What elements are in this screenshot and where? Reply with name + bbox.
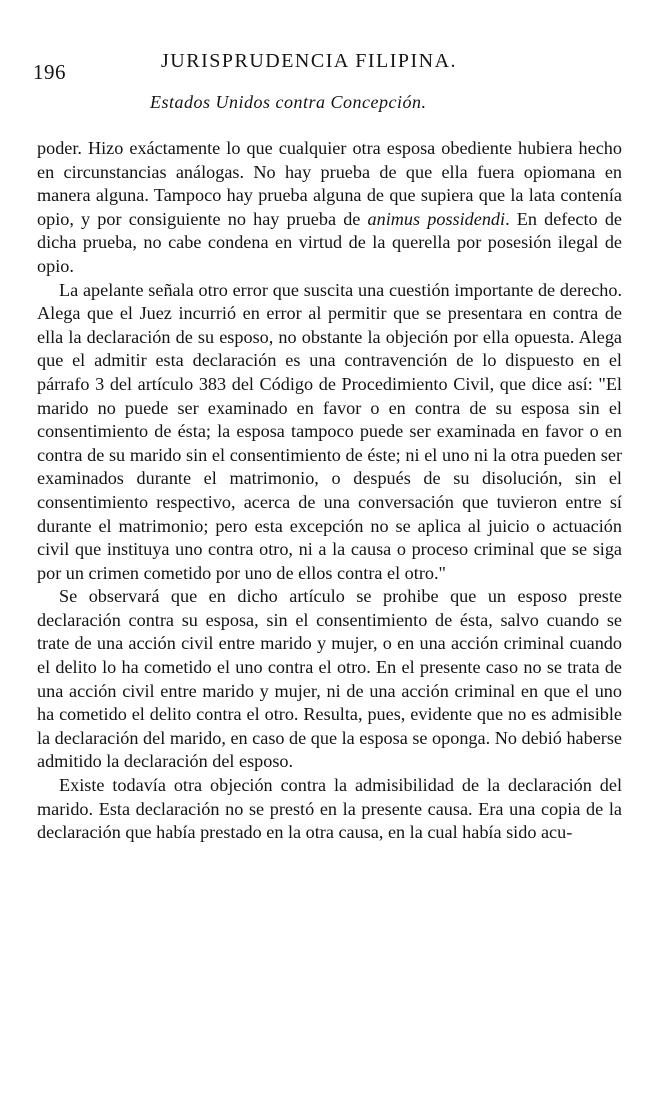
case-title: Estados Unidos contra Concepción. (150, 92, 427, 112)
latin-phrase: animus possidendi (367, 208, 506, 229)
paragraph-article-analysis: Se observará que en dicho artículo se prohibe que un esposo preste declaración contra su esposa, sin el consentimiento de ésta, salvo cuando se trate de una acción civil entre marido y mujer, o en una acción criminal cuando el delito lo ha cometido el uno contra el otro. En el presente caso no se trata de una acción civil entre marido y mujer, ni de una acción criminal en que el uno ha cometido el delito contra el otro. Resulta, pues, evidente que no es admisible la declaración del marido, en caso de que la esposa se oponga. No debió haberse admitido la declaración del esposo. (37, 586, 622, 772)
paragraph-continuation: poder. Hizo exáctamente lo que cualquier otra esposa obediente hubiera hecho en circunstancias análogas. No hay prueba de que ella fuera opiomana en manera alguna. Tampoco hay prueba alguna de que supiera que la lata contenía opio, y por consiguiente no hay prueba de animus possidendi. En defecto de dicha prueba, no cabe condena en virtud de la querella por posesión ilegal de opio. (37, 138, 622, 276)
page-number: 196 (33, 60, 66, 84)
page-header (33, 50, 633, 90)
body-text (37, 137, 622, 845)
paragraph-further-objection: Existe todavía otra objeción contra la admisibilidad de la declaración del marido. Esta declaración no se prestó en la presente causa. Era una copia de la declaración que había prestado en la otra causa, en la cual había sido acu- (37, 775, 622, 843)
paragraph-appellant-error: La apelante señala otro error que suscita una cuestión importante de derecho. Alega que el Juez incurrió en error al permitir que se presentara en contra de ella la declaración de su esposo, no obstante la objeción por ella opuesta. Alega que el admitir esta declaración es una contravención de lo dispuesto en el párrafo 3 del artículo 383 del Código de Procedimiento Civil, que dice así: "El marido no puede ser examinado en favor o en contra de su esposa sin el consentimiento de ésta; la esposa tampoco puede ser examinada en favor o en contra de su marido sin el consentimiento de éste; ni el uno ni la otra pueden ser examinados durante el matrimonio, o después de su disolución, sin el consentimiento respectivo, acerca de una conversación que tuvieron entre sí durante el matrimonio; pero esta excepción no se aplica al juicio o actuación civil que instituya uno contra otro, ni a la causa o proceso criminal que se siga por un crimen cometido por uno de ellos contra el otro." (37, 279, 622, 583)
running-title: JURISPRUDENCIA FILIPINA. (161, 50, 458, 72)
